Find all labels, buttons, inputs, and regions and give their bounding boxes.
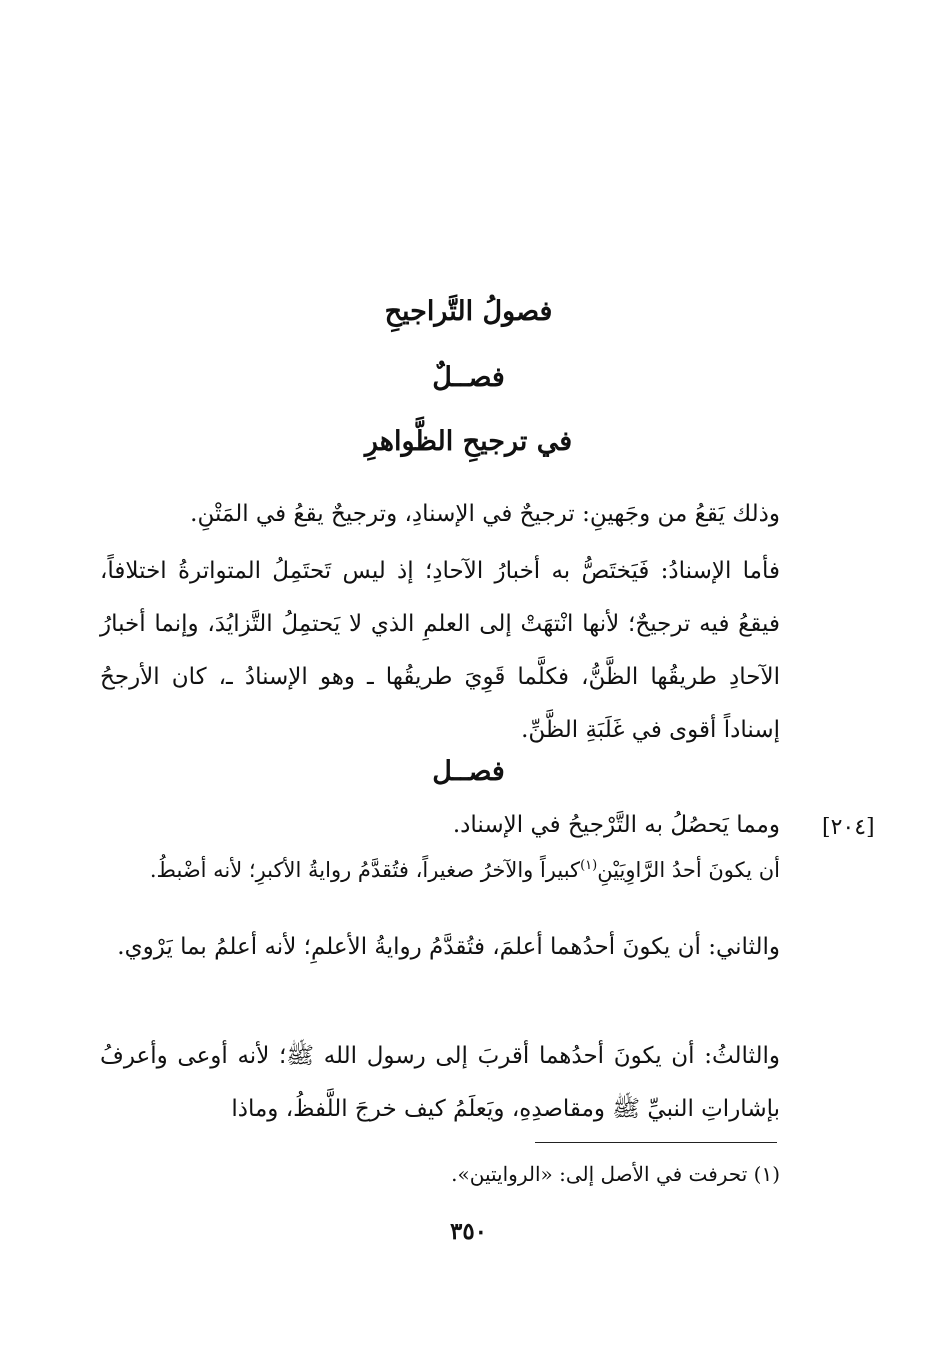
- isnad-paragraph: فأما الإسنادُ: فَيَختَصُّ به أخبارُ الآحادِ؛ إذ ليس تَحتَمِلُ المتواترةُ اختلافاً، فيقعُ فيه ترجيحٌ؛ لأنها انْتهَتْ إلى العلمِ الذي لا يَحتمِلُ التَّزايُدَ، وإنما أخبارُ الآحادِ طريقُها الظَّنُّ، فكلَّما قَوِيَ طريقُها ـ وهو الإسنادُ ـ، كان الأرجحُ إسناداً أقوى في غَلَبَةِ الظَّنِّ.: [100, 558, 780, 743]
- intro2-paragraph: ومما يَحصُلُ به التَّرْجيحُ في الإسناد.: [452, 812, 780, 838]
- third-point-paragraph: والثالثُ: أن يكونَ أحدُهما أقربَ إلى رسول الله ﷺ؛ لأنه أوعى وأعرفُ بإشاراتِ النبيِّ ﷺ ومقاصدِهِ، ويَعلَمُ كيف خرجَ اللَّفظُ، وماذا: [100, 1043, 780, 1122]
- first-point-paragraph: [80, 846, 780, 890]
- main-heading: فصولُ التَّراجيحِ: [384, 296, 553, 327]
- section-heading-2: فصــل: [432, 756, 505, 787]
- page-number: ٣٥٠: [449, 1218, 488, 1245]
- intro-paragraph: وذلك يَقعُ من وجَهينِ: ترجيحٌ في الإسنادِ، وترجيحٌ يقعُ في المَتْنِ.: [190, 501, 780, 527]
- section-heading: فصــلٌ: [432, 362, 505, 393]
- section-subtitle: في ترجيحِ الظَّواهرِ: [364, 426, 573, 457]
- footnote: (١) تحرفت في الأصل إلى: «الروايتين».: [451, 1162, 780, 1186]
- second-point-paragraph: والثاني: أن يكونَ أحدُهما أعلمَ، فتُقدَّمُ روايةُ الأعلمِ؛ لأنه أعلمُ بما يَرْوي.: [117, 934, 780, 960]
- footnote-marker: (١): [580, 858, 598, 873]
- first-point-text-before: أن يكونَ أحدُ الرَّاوِيَيْنِ: [597, 858, 780, 882]
- margin-reference: [٢٠٤]: [822, 815, 875, 840]
- first-point-text-after: كبيراً والآخرُ صغيراً، فتُقدَّمُ روايةُ الأكبرِ؛ لأنه أضْبطُ.: [149, 858, 581, 882]
- footnote-divider: [535, 1142, 777, 1143]
